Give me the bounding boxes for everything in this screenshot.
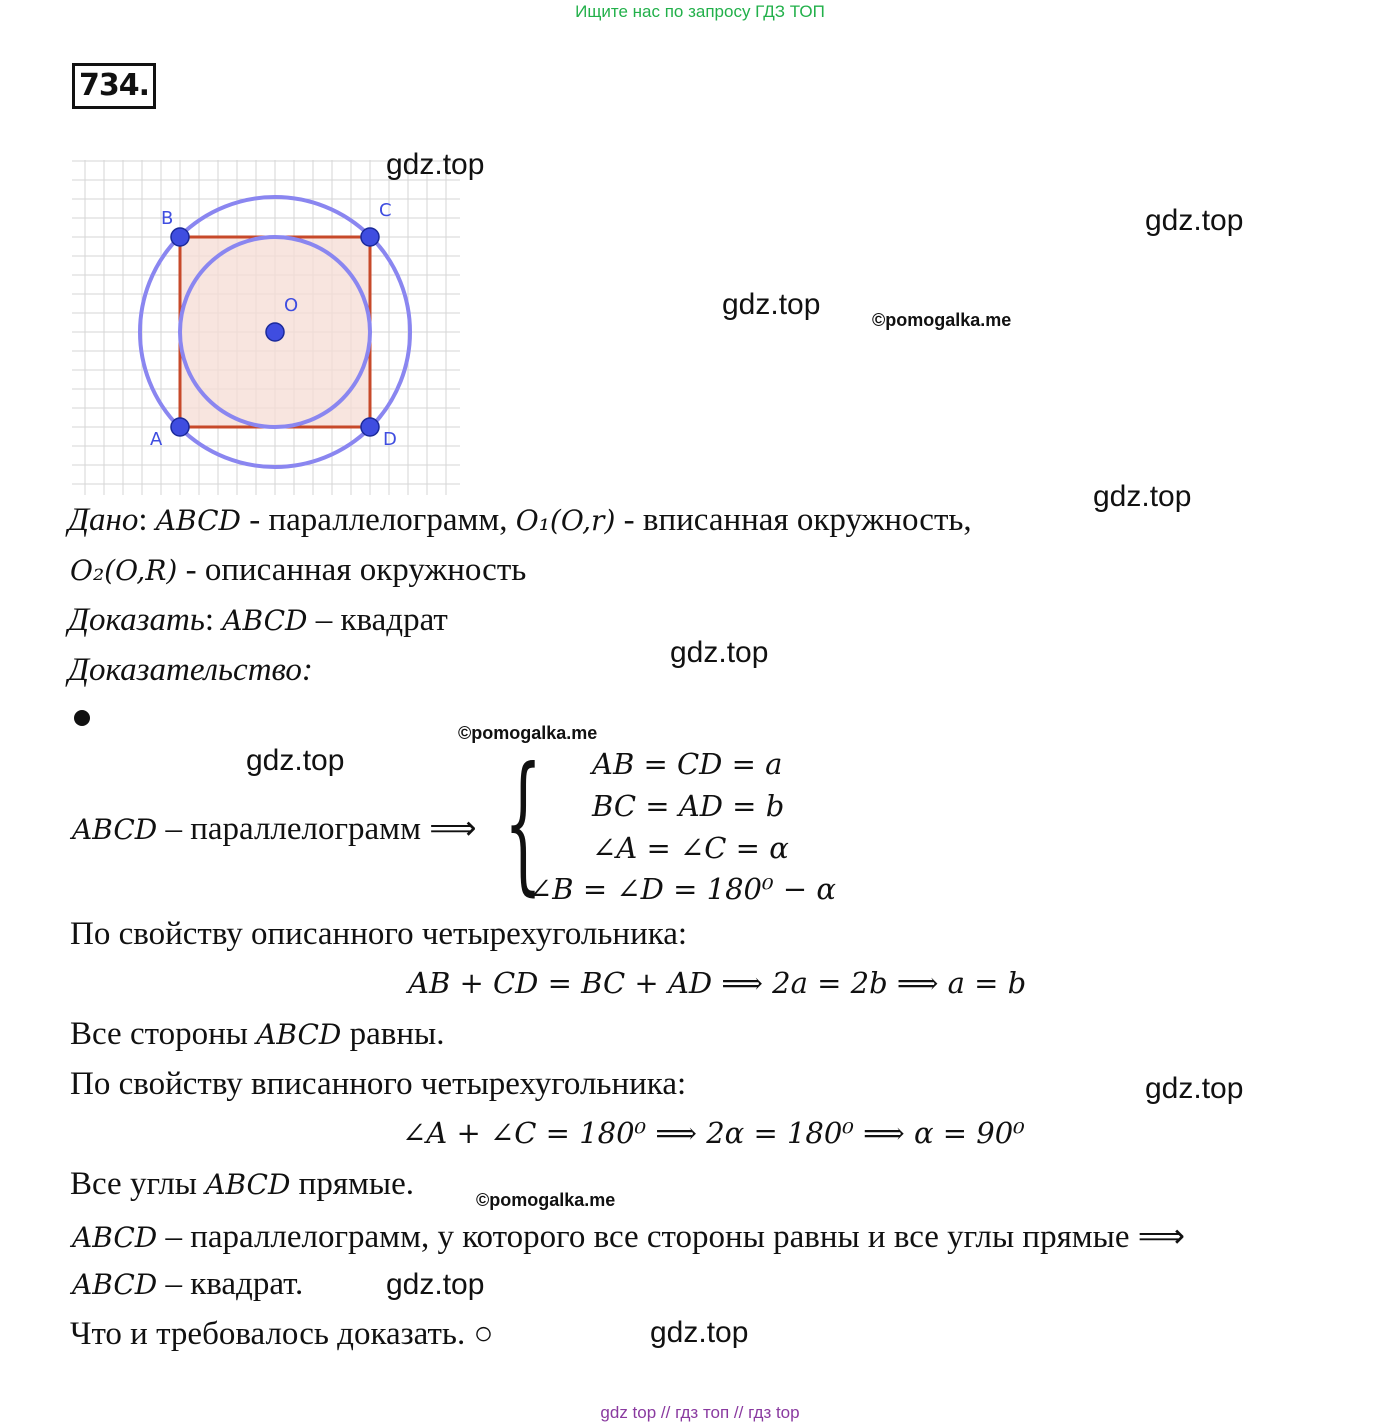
math-circumscribed-circle: O₂(O,R) (70, 554, 178, 587)
math-abcd: ABCD (205, 1168, 291, 1201)
watermark-gdz: gdz.top (722, 288, 821, 321)
watermark-pomogalka: ©pomogalka.me (872, 310, 1012, 330)
watermark-gdz: gdz.top (1093, 480, 1192, 513)
given-line-2 (70, 552, 526, 589)
step1-formula: AB + CD = BC + AD ⟹ 2a = 2b ⟹ a = b (408, 966, 1027, 1000)
label-a: A (150, 429, 163, 450)
watermark-pomogalka: ©pomogalka.me (458, 723, 598, 743)
footer-links[interactable]: gdz top // гдз топ // гдз top (600, 1403, 800, 1422)
system-lhs-text: – параллелограмм ⟹ (157, 811, 477, 847)
conclusion-text: Все стороны (70, 1016, 257, 1052)
given-text: - параллелограмм, (241, 502, 516, 538)
system-row-2: BC = AD = b (592, 789, 785, 823)
watermark-gdz: gdz.top (386, 1268, 485, 1301)
final-line-1 (72, 1216, 1185, 1256)
search-hint-link[interactable]: Ищите нас по запросу ГДЗ ТОП (575, 2, 825, 21)
bullet (74, 710, 90, 726)
point-d (361, 418, 379, 436)
math-abcd: ABCD (72, 813, 158, 846)
proof-label: Доказательство: (68, 652, 313, 688)
geometry-figure (72, 160, 462, 495)
system-brace: { (504, 736, 543, 910)
system-lhs (72, 808, 477, 848)
prove-text: – квадрат (307, 602, 448, 638)
prove-line: Доказать: ABCD – квадрат (68, 602, 448, 638)
math-abcd: ABCD (155, 504, 241, 537)
qed-line: Что и требовалось доказать. ○ (70, 1316, 494, 1352)
problem-number: 734. (72, 63, 156, 109)
step1-conclusion (70, 1016, 444, 1053)
label-d: D (383, 429, 397, 450)
final-text: – квадрат. (157, 1266, 304, 1302)
system-row-3: ∠A = ∠C = α (592, 831, 789, 865)
point-b (171, 228, 189, 246)
point-o (266, 323, 284, 341)
final-text: – параллелограмм, у которого все стороны равны и все углы прямые ⟹ (157, 1219, 1186, 1255)
math-abcd: ABCD (256, 1018, 342, 1051)
point-c (361, 228, 379, 246)
system-row-1: AB = CD = a (592, 747, 783, 781)
watermark-gdz: gdz.top (386, 148, 485, 181)
given-label: Дано (68, 502, 139, 538)
math-abcd: ABCD (222, 604, 308, 637)
math-abcd: ABCD (72, 1268, 158, 1301)
label-b: B (161, 208, 174, 229)
point-a (171, 418, 189, 436)
conclusion-text: Все углы (70, 1166, 206, 1202)
given-text: - вписанная окружность, (615, 502, 972, 538)
watermark-gdz: gdz.top (246, 744, 345, 777)
label-o: O (284, 295, 299, 316)
final-line-2 (72, 1266, 303, 1303)
math-inscribed-circle: O₁(O,r) (515, 504, 616, 537)
math-abcd: ABCD (72, 1221, 158, 1254)
step1-text: По свойству описанного четырехугольника: (70, 916, 688, 952)
prove-label: Доказать (68, 602, 205, 638)
label-c: C (379, 200, 392, 221)
conclusion-text: прямые. (290, 1166, 414, 1202)
watermark-pomogalka: ©pomogalka.me (476, 1190, 616, 1210)
watermark-gdz: gdz.top (1145, 1072, 1244, 1105)
step2-formula: ∠A + ∠C = 180⁰ ⟹ 2α = 180⁰ ⟹ α = 90⁰ (402, 1116, 1025, 1150)
watermark-gdz: gdz.top (650, 1316, 749, 1349)
step2-text: По свойству вписанного четырехугольника: (70, 1066, 687, 1102)
watermark-gdz: gdz.top (1145, 204, 1244, 237)
given-text: - описанная окружность (177, 552, 527, 588)
system-row-4: ∠B = ∠D = 180⁰ − α (528, 872, 836, 906)
conclusion-text: равны. (341, 1016, 445, 1052)
step2-conclusion (70, 1166, 414, 1203)
given-line-1: Дано: ABCD - параллелограмм, O₁(O,r) - вписанная окружность, (68, 502, 972, 538)
watermark-gdz: gdz.top (670, 636, 769, 669)
